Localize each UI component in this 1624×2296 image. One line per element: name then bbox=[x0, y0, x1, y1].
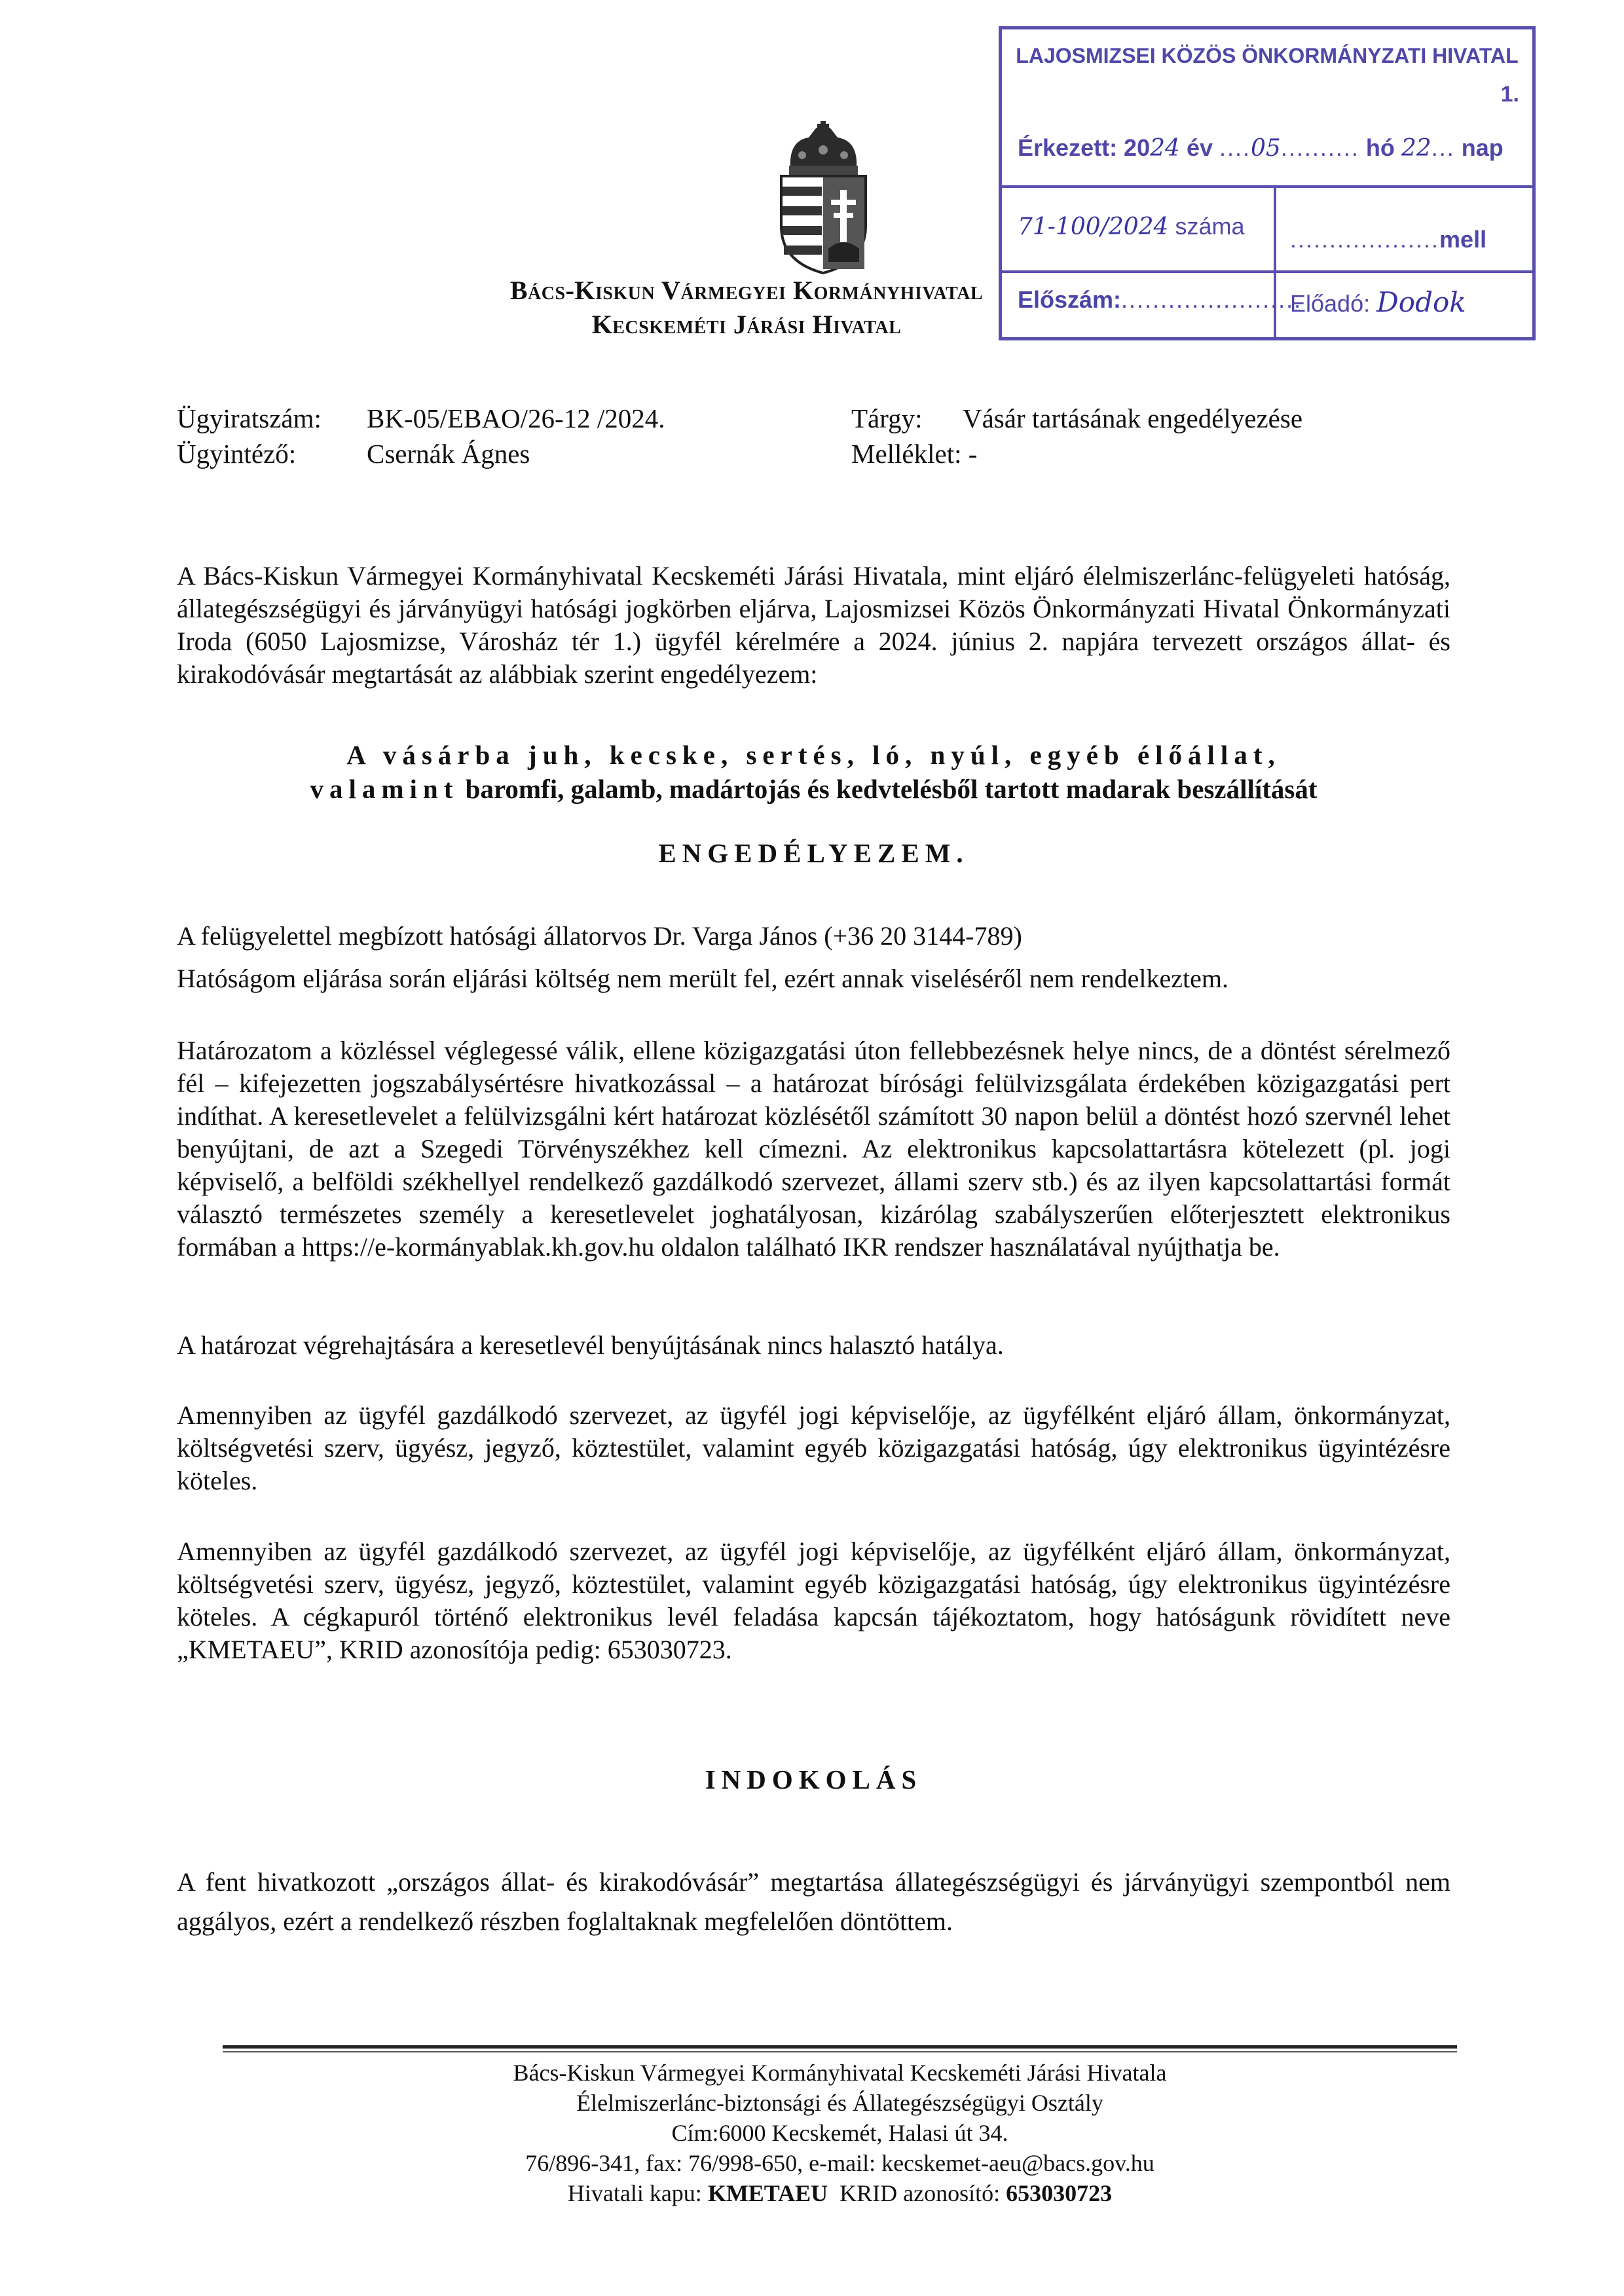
stamp-received-year: 24 bbox=[1150, 135, 1180, 162]
stamp-day-label: nap bbox=[1461, 134, 1504, 161]
footer-line5 bbox=[223, 2178, 1457, 2208]
stamp-registry-label: száma bbox=[1175, 213, 1245, 240]
decision-verb-text: ENGEDÉLYEZEM. bbox=[658, 838, 969, 868]
footer-kapu: KMETAEU bbox=[707, 2180, 828, 2206]
decision-line2 bbox=[177, 771, 1450, 807]
electronic-paragraph-2: Amennyiben az ügyfél gazdálkodó szervezet, az ügyfél jogi képviselője, az ügyfélként eljáró állam, önkormányzat, költségvetési szerv, ügyész, jegyző, köztestület, valamint egyéb közigazgatási hatóság, úgy elektronikus ügyintézésre köteles. A cégkapuról történő elektronikus levél feladása kapcsán tájékoztatom, hogy hatóságunk rövidített neve „KMETAEU”, KRID azonosítója pedig: 653030723. bbox=[177, 1537, 1450, 1664]
stamp-prior-row: Előszám:....................... bbox=[1018, 286, 1302, 313]
office-line2: Kecskeméti Járási Hivatal bbox=[591, 310, 902, 339]
stamp-handler-signature: Dodok bbox=[1376, 286, 1466, 318]
reasoning-paragraph: A fent hivatkozott „országos állat- és kirakodóvásár” megtartása állategészségügyi és járványügyi szempontból nem aggályos, ezért a rendelkező részben foglaltaknak megfelelően döntöttem. bbox=[177, 1867, 1450, 1936]
case-number-label: Ügyiratszám: bbox=[177, 403, 322, 433]
decision-line1 bbox=[177, 737, 1450, 773]
electronic-paragraph-1: Amennyiben az ügyfél gazdálkodó szervezet, az ügyfél jogi képviselője, az ügyfélként eljáró állam, önkormányzat, költségvetési szerv, ügyész, jegyző, köztestület, valamint egyéb közigazgatási hatóság, úgy elektronikus ügyintézésre köteles. bbox=[177, 1400, 1450, 1495]
footer bbox=[223, 2058, 1457, 2208]
stamp-received-label: Érkezett: 20 bbox=[1018, 134, 1151, 161]
decision-line1-text: A vásárba juh, kecske, sertés, ló, nyúl, egyéb élőállat, bbox=[346, 740, 1281, 770]
stamp-registry-row bbox=[1018, 213, 1244, 240]
stamp-month: 05 bbox=[1251, 135, 1281, 162]
stamp-prior-label: Előszám: bbox=[1018, 286, 1122, 313]
attachment-label: Melléklet: bbox=[851, 439, 962, 469]
clerk-name: Csernák Ágnes bbox=[367, 439, 530, 469]
footer-divider-thin bbox=[223, 2051, 1457, 2052]
registry-stamp bbox=[999, 26, 1536, 340]
hungarian-coat-of-arms-icon bbox=[776, 121, 871, 275]
office-line1: Bács-Kiskun Vármegyei Kormányhivatal bbox=[509, 276, 984, 305]
stamp-month-label: hó bbox=[1365, 134, 1395, 161]
stamp-registry-number: 71-100/2024 bbox=[1018, 213, 1169, 240]
decision-line2-spaced: valamint bbox=[310, 774, 459, 804]
case-meta-right bbox=[851, 401, 1302, 471]
stamp-handler-label: Előadó: bbox=[1290, 290, 1371, 317]
stamp-year-label: év bbox=[1186, 134, 1213, 161]
footer-line3: Cím:6000 Kecskemét, Halasi út 34. bbox=[671, 2120, 1008, 2146]
footer-line1: Bács-Kiskun Vármegyei Kormányhivatal Kecskeméti Járási Hivatala bbox=[513, 2060, 1167, 2086]
footer-divider bbox=[223, 2045, 1457, 2049]
decision-line2-rest: baromfi, galamb, madártojás és kedvtelésből tartott madarak beszállítását bbox=[458, 774, 1318, 804]
footer-kapu-label: Hivatali kapu: bbox=[567, 2180, 708, 2206]
cost-paragraph: Hatóságom eljárása során eljárási költség nem merült fel, ezért annak viseléséről nem rendelkeztem. bbox=[177, 964, 1229, 993]
subject-label: Tárgy: bbox=[851, 403, 923, 433]
stamp-attachment-row: ...................mell bbox=[1290, 226, 1487, 253]
decision-verb bbox=[177, 835, 1450, 871]
subject: Vásár tartásának engedélyezése bbox=[963, 403, 1303, 433]
legal-remedy-paragraph: Határozatom a közléssel véglegessé válik, ellene közigazgatási úton fellebbezésnek helye nincs, de a döntést sérelmező fél – kifejezetten jogszabálysértésre hivatkozással – a határozat bírósági felülvizsgálata érdekében közigazgatási pert indíthat. A keresetlevelet a felülvizsgálni kért határozat közlésétől számított 30 napon belül a döntést hozó szervnél lehet benyújtani, de azt a Szegedi Törvényszékhez kell címezni. Az elektronikus kapcsolattartásra kötelezett (pl. jogi képviselő, a belföldi székhellyel rendelkező gazdálkodó szervezet, állami szerv stb.) és az ilyen kapcsolattartási formát választó természetes személy a keresetlevelet joghatályosan, kizárólag szabályszerűen előterjesztett elektronikus formában a https://e-kormányablak.kh.gov.hu oldalon található IKR rendszer használatával nyújthatja be. bbox=[177, 1036, 1450, 1262]
stamp-number: 1. bbox=[1500, 82, 1519, 107]
case-meta-left bbox=[177, 401, 665, 471]
footer-krid: 653030723 bbox=[1006, 2180, 1113, 2206]
stamp-attachment-label: mell bbox=[1439, 226, 1487, 253]
clerk-label: Ügyintéző: bbox=[177, 439, 297, 469]
stamp-handler-row bbox=[1290, 286, 1466, 318]
footer-line2: Élelmiszerlánc-biztonsági és Állategészségügyi Osztály bbox=[576, 2090, 1103, 2116]
stamp-received-row: Érkezett: 2024 év ....05.......... hó 22... nap bbox=[1018, 134, 1504, 162]
reasoning-heading-text: INDOKOLÁS bbox=[705, 1764, 923, 1795]
stamp-title: LAJOSMIZSEI KÖZÖS ÖNKORMÁNYZATI HIVATAL bbox=[1016, 44, 1519, 67]
reasoning-heading bbox=[177, 1761, 1450, 1798]
attachment-value: - bbox=[968, 439, 978, 469]
vet-paragraph: A felügyelettel megbízott hatósági állatorvos Dr. Varga János (+36 20 3144-789) bbox=[177, 921, 1022, 951]
case-number: BK-05/EBAO/26-12 /2024. bbox=[367, 403, 665, 433]
intro-paragraph: A Bács-Kiskun Vármegyei Kormányhivatal Kecskeméti Járási Hivatala, mint eljáró élelmiszerlánc-felügyeleti hatóság, állategészségügyi és járványügyi hatósági jogkörben eljárva, Lajosmizsei Közös Önkormányzati Hivatal Önkormányzati Iroda (6050 Lajosmizse, Városház tér 1.) ügyfél kérelmére a 2024. június 2. napjára tervezett országos állat- és kirakodóvásár megtartását az alábbiak szerint engedélyezem: bbox=[177, 561, 1450, 689]
stamp-day: 22 bbox=[1401, 135, 1431, 162]
footer-krid-label: KRID azonosító: bbox=[828, 2180, 1006, 2206]
no-suspension-paragraph: A határozat végrehajtására a keresetlevél benyújtásának nincs halasztó hatálya. bbox=[177, 1330, 1004, 1360]
footer-line4: 76/896-341, fax: 76/998-650, e-mail: kecskemet-aeu@bacs.gov.hu bbox=[525, 2150, 1154, 2176]
